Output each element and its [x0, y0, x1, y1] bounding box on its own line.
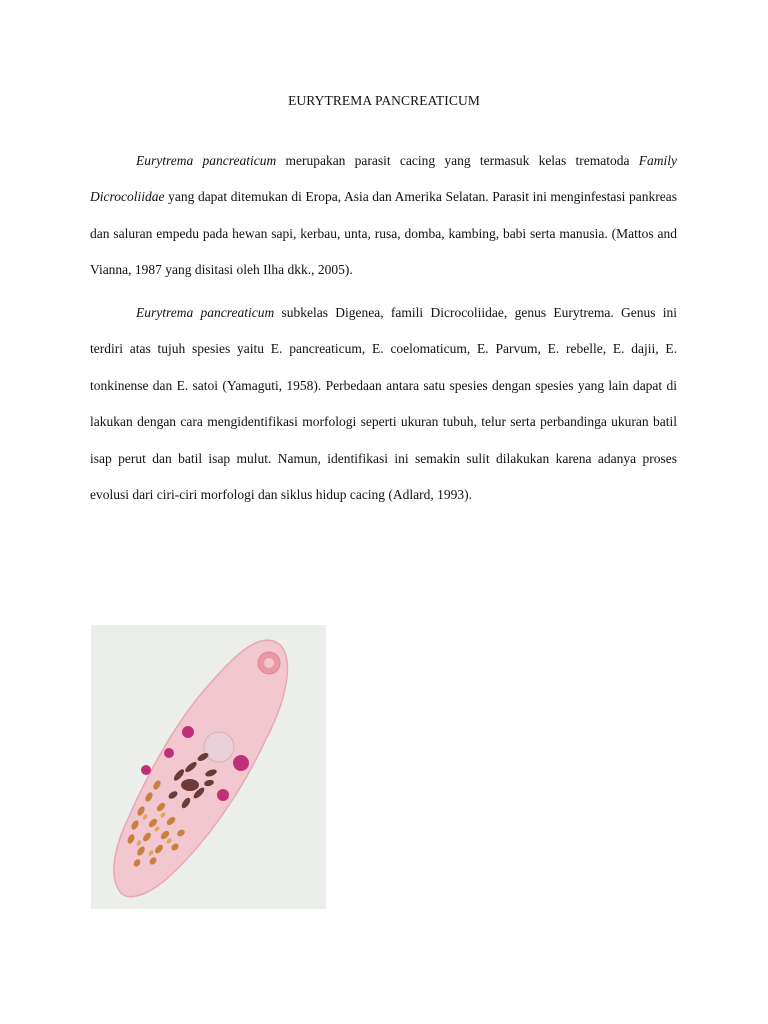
species-name-italic: Eurytrema pancreaticum: [136, 305, 275, 320]
oral-sucker-center: [264, 658, 274, 668]
trematode-micrograph-image: [91, 625, 326, 909]
ventral-sucker: [204, 732, 234, 762]
organ-spot: [164, 748, 174, 758]
trematode-illustration: [91, 625, 326, 909]
paragraph-text: subkelas Digenea, famili Dicrocoliidae, genus Eurytrema. Genus ini terdiri atas tujuh spesies yaitu E. pancreaticum, E. coelomaticum, E. Parvum, E. rebelle, E. dajii, E. tonkinense dan E. satoi (Yamaguti, 1958). Perbedaan antara satu spesies dengan spesies yang lain dapat di lakukan dengan cara mengidentifikasi morfologi seperti ukuran tubuh, telur serta perbandinga ukuran batil isap perut dan batil isap mulut. Namun, identifikasi ini semakin sulit dilakukan karena adanya proses evolusi dari ciri-ciri morfologi dan siklus hidup cacing (Adlard, 1993).: [90, 305, 677, 503]
page-title: EURYTREMA PANCREATICUM: [288, 93, 480, 108]
testis-organ: [233, 755, 249, 771]
organ-spot: [181, 779, 199, 791]
organ-spot: [217, 789, 229, 801]
species-name-italic: Eurytrema pancreaticum: [136, 153, 277, 168]
paragraph-taxonomy: [90, 295, 677, 513]
paragraph-text: merupakan parasit cacing yang termasuk kelas trematoda: [276, 153, 639, 168]
family-name-italic: Family Dicrocoliidae: [90, 153, 678, 205]
organ-spot: [141, 765, 151, 775]
paragraph-text: yang dapat ditemukan di Eropa, Asia dan Amerika Selatan. Parasit ini menginfestasi pankreas dan saluran empedu pada hewan sapi, kerbau, unta, rusa, domba, kambing, babi serta manusia. (Mattos and Vianna, 1987 yang disitasi oleh Ilha dkk., 2005).: [90, 189, 677, 278]
fluke-body: [114, 640, 288, 897]
organ-spot: [182, 726, 194, 738]
paragraph-intro: [90, 143, 677, 289]
